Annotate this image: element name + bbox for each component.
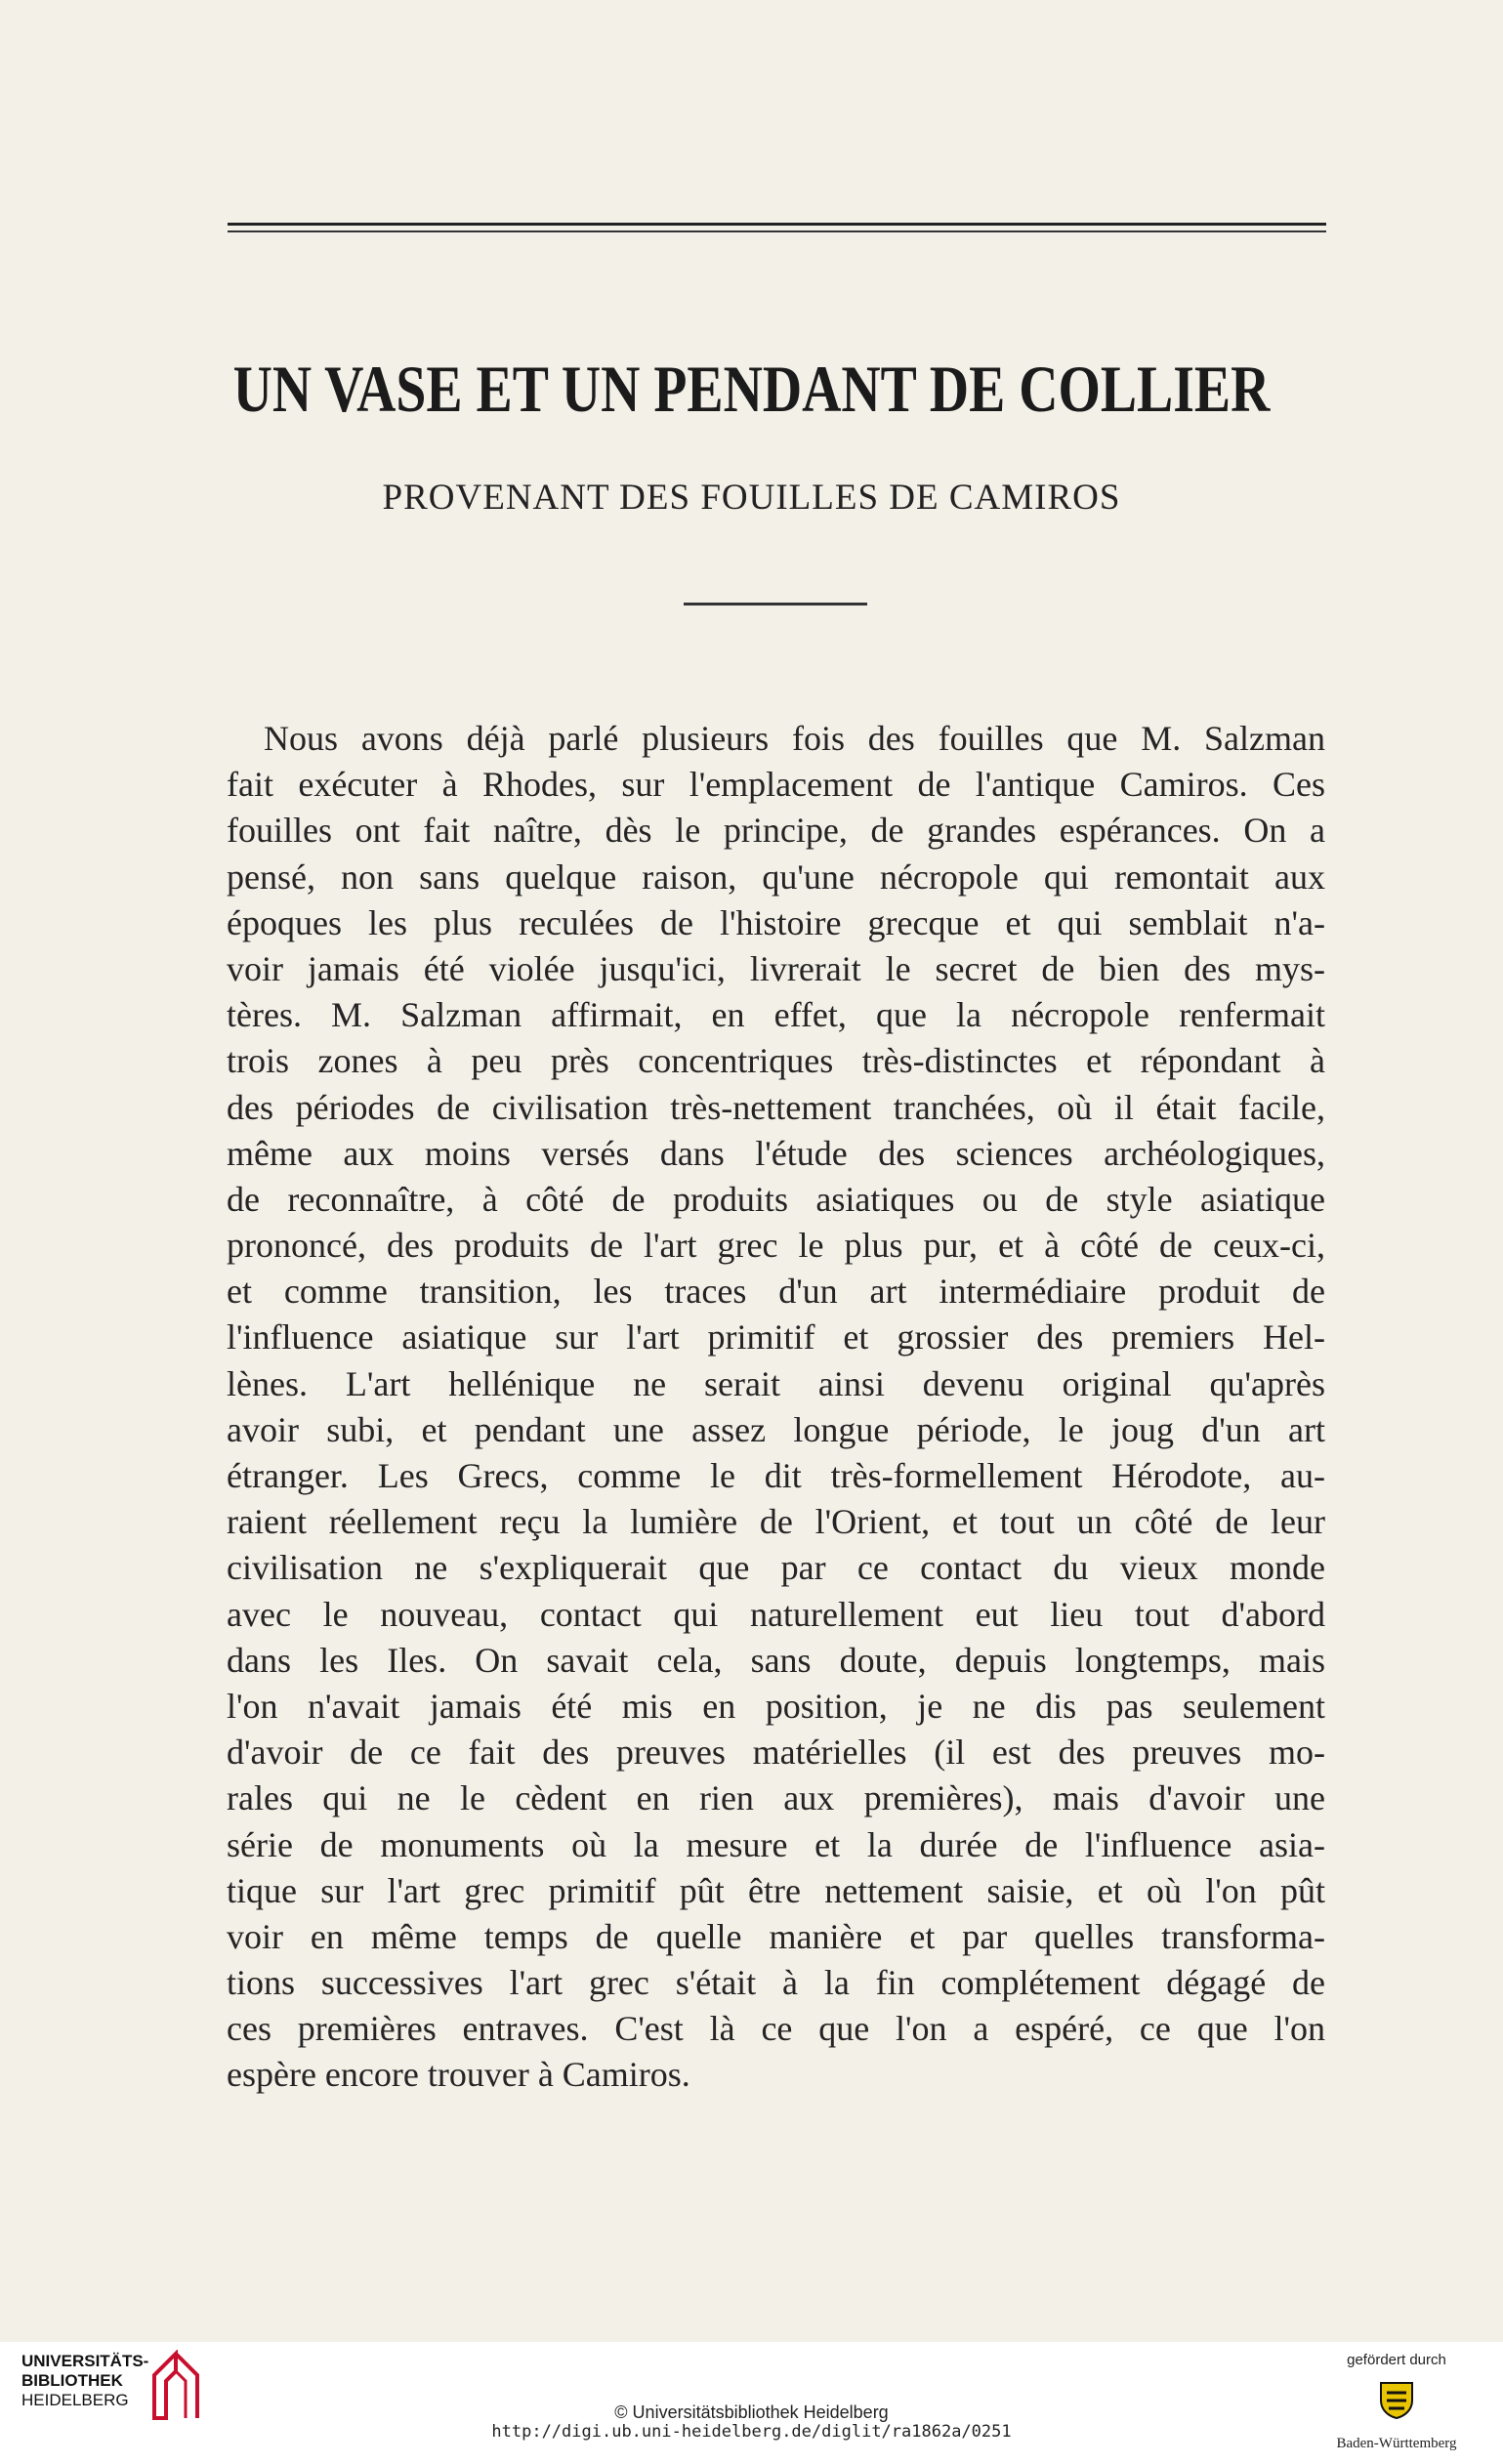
text-line: fouilles ont fait naître, dès le principe, de grandes espérances. On a (227, 811, 1325, 851)
article-body (227, 716, 1325, 2099)
text-line: des périodes de civilisation très-nettement tranchées, où il était facile, (227, 1087, 1325, 1127)
text-line: fait exécuter à Rhodes, sur l'emplacement de l'antique Camiros. Ces (227, 765, 1325, 805)
text-line: époques les plus reculées de l'histoire grecque et qui semblait n'a- (227, 902, 1325, 942)
text-line: espère encore trouver à Camiros. (227, 2055, 690, 2095)
text-line: série de monuments où la mesure et la durée de l'influence asia- (227, 1824, 1325, 1864)
header-rule-thin (228, 230, 1326, 232)
sponsor-name: Baden-Württemberg (1336, 2436, 1457, 2451)
article-title: UN VASE ET UN PENDANT DE COLLIER (232, 352, 1271, 426)
text-line: ces premières entraves. C'est là ce que l'on a espéré, ce que l'on (227, 2009, 1325, 2049)
article-subtitle: PROVENANT DES FOUILLES DE CAMIROS (382, 478, 1121, 518)
text-line: tères. M. Salzman affirmait, en effet, que la nécropole renfermait (227, 995, 1325, 1035)
library-name-line3: HEIDELBERG (21, 2391, 129, 2409)
text-line: prononcé, des produits de l'art grec le plus pur, et à côté de ceux-ci, (227, 1226, 1325, 1266)
text-line: l'on n'avait jamais été mis en position, je ne dis pas seulement (227, 1686, 1325, 1726)
text-line: raient réellement reçu la lumière de l'Orient, et tout un côté de leur (227, 1502, 1325, 1542)
text-line: voir jamais été violée jusqu'ici, livrerait le secret de bien des mys- (227, 948, 1325, 988)
text-line: trois zones à peu près concentriques très-distinctes et répondant à (227, 1041, 1325, 1081)
sponsor-label: gefördert durch (1347, 2352, 1446, 2368)
header-rule-thick (228, 223, 1326, 226)
text-line: même aux moins versés dans l'étude des sciences archéologiques, (227, 1133, 1325, 1173)
text-line: pensé, non sans quelque raison, qu'une nécropole qui remontait aux (227, 856, 1325, 897)
text-line: l'influence asiatique sur l'art primitif et grossier des premiers Hel- (227, 1317, 1325, 1357)
title-separator-rule (684, 603, 867, 606)
text-line: avec le nouveau, contact qui naturellement eut lieu tout d'abord (227, 1594, 1325, 1634)
permalink-url[interactable]: http://digi.ub.uni-heidelberg.de/diglit/ra1862a/0251 (491, 2422, 1012, 2442)
text-line: avoir subi, et pendant une assez longue période, le joug d'un art (227, 1409, 1325, 1449)
sponsor-block[interactable] (1309, 2352, 1484, 2459)
text-line: tions successives l'art grec s'était à la fin complétement dégagé de (227, 1963, 1325, 2003)
text-line: d'avoir de ce fait des preuves matérielles (il est des preuves mo- (227, 1733, 1325, 1773)
text-line: de reconnaître, à côté de produits asiatiques ou de style asiatique (227, 1179, 1325, 1219)
text-line: étranger. Les Grecs, comme le dit très-formellement Hérodote, au- (227, 1456, 1325, 1495)
text-line: lènes. L'art hellénique ne serait ainsi devenu original qu'après (227, 1363, 1325, 1403)
text-line: et comme transition, les traces d'un art intermédiaire produit de (227, 1272, 1325, 1312)
coat-of-arms-icon (1377, 2377, 1416, 2420)
text-line: rales qui ne le cèdent en rien aux premières), mais d'avoir une (227, 1778, 1325, 1818)
library-name-line1: UNIVERSITÄTS- (21, 2352, 149, 2370)
header-double-rule (228, 223, 1326, 238)
text-line: voir en même temps de quelle manière et par quelles transforma- (227, 1916, 1325, 1956)
text-line: Nous avons déjà parlé plusieurs fois des fouilles que M. Salzman (264, 719, 1325, 758)
text-line: civilisation ne s'expliquerait que par ce contact du vieux monde (227, 1548, 1325, 1588)
copyright-notice: © Universitätsbibliothek Heidelberg (614, 2402, 889, 2422)
text-line: dans les Iles. On savait cela, sans doute, depuis longtemps, mais (227, 1640, 1325, 1680)
text-line: tique sur l'art grec primitif pût être nettement saisie, et où l'on pût (227, 1870, 1325, 1910)
library-name-line2: BIBLIOTHEK (21, 2371, 123, 2390)
